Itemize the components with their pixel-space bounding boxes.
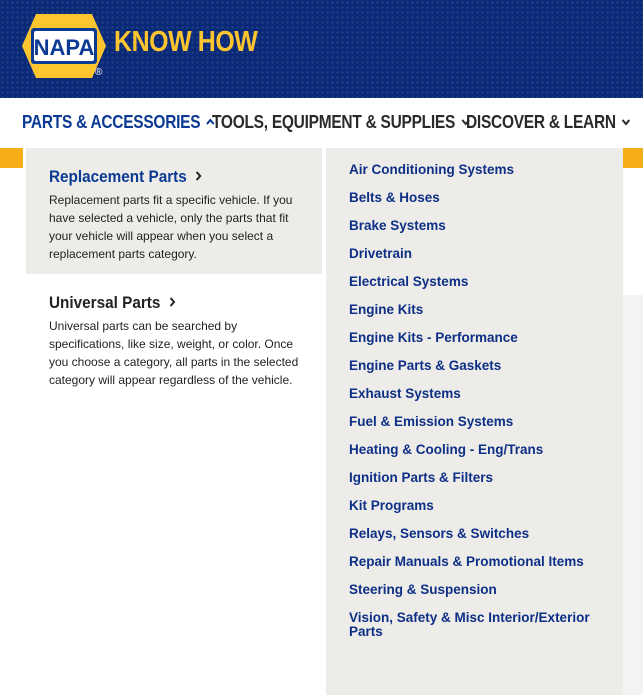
replacement-parts-link[interactable]: [49, 167, 202, 187]
category-label: Engine Parts & Gaskets: [349, 358, 502, 373]
replacement-parts-section[interactable]: [26, 148, 322, 274]
logo-text: NAPA: [33, 35, 95, 60]
nav-tools-equipment-supplies[interactable]: [212, 110, 471, 134]
replacement-parts-description: Replacement parts fit a specific vehicle. If you have selected a vehicle, only the parts that fit your vehicle will appear when you select a replacement parts category.: [49, 193, 293, 261]
category-label: Relays, Sensors & Switches: [349, 526, 530, 541]
category-link[interactable]: [349, 275, 614, 289]
nav-label: TOOLS, EQUIPMENT & SUPPLIES: [212, 111, 456, 132]
parts-dropdown-menu: [23, 148, 623, 695]
category-label: Engine Kits - Performance: [349, 330, 518, 345]
registered-mark: ®: [95, 67, 103, 78]
category-label: Belts & Hoses: [349, 190, 440, 205]
nav-discover-learn[interactable]: [466, 110, 631, 134]
category-link[interactable]: [349, 359, 614, 373]
universal-parts-description: Universal parts can be searched by specifications, like size, weight, or color. Once you choose a category, all parts in the selected category will appear regardless of the vehicle.: [49, 319, 299, 387]
category-link[interactable]: [349, 555, 614, 569]
tagline: KNOW HOW: [114, 26, 258, 58]
category-label: Air Conditioning Systems: [349, 162, 515, 177]
category-link[interactable]: [349, 247, 614, 261]
page-background-right: [623, 168, 643, 295]
category-label: Exhaust Systems: [349, 386, 461, 401]
accent-strip-left: [0, 148, 23, 168]
category-link[interactable]: [349, 163, 614, 177]
nav-label: DISCOVER & LEARN: [466, 111, 616, 132]
category-label: Vision, Safety & Misc Interior/Exterior Parts: [349, 610, 590, 639]
parts-type-column: [23, 148, 323, 695]
category-link[interactable]: [349, 499, 614, 513]
category-list: [349, 163, 614, 653]
category-label: Kit Programs: [349, 498, 434, 513]
category-link[interactable]: [349, 443, 614, 457]
category-link[interactable]: [349, 471, 614, 485]
universal-parts-title: Universal Parts: [49, 293, 161, 312]
universal-parts-link[interactable]: [49, 293, 176, 313]
nav-parts-accessories[interactable]: [22, 110, 216, 134]
category-label: Fuel & Emission Systems: [349, 414, 514, 429]
napa-logo[interactable]: [22, 14, 106, 78]
chevron-right-icon: [195, 169, 202, 186]
main-nav: [0, 98, 643, 148]
category-link[interactable]: [349, 303, 614, 317]
category-link[interactable]: [349, 387, 614, 401]
nav-label: PARTS & ACCESSORIES: [22, 111, 201, 132]
site-header: [0, 0, 643, 98]
page-background-left: [0, 168, 23, 695]
category-link[interactable]: [349, 527, 614, 541]
category-link[interactable]: [349, 219, 614, 233]
chevron-right-icon: [169, 295, 176, 312]
universal-parts-section[interactable]: [26, 274, 322, 404]
category-link[interactable]: [349, 331, 614, 345]
category-label: Steering & Suspension: [349, 582, 497, 597]
category-label: Ignition Parts & Filters: [349, 470, 494, 485]
category-link[interactable]: [349, 583, 614, 597]
replacement-parts-title: Replacement Parts: [49, 167, 187, 186]
category-link[interactable]: [349, 415, 614, 429]
chevron-down-icon: [621, 115, 631, 130]
category-label: Electrical Systems: [349, 274, 469, 289]
accent-strip-right: [623, 148, 643, 168]
category-link[interactable]: [349, 611, 614, 639]
category-label: Heating & Cooling - Eng/Trans: [349, 442, 544, 457]
category-label: Engine Kits: [349, 302, 424, 317]
category-label: Drivetrain: [349, 246, 413, 261]
category-label: Brake Systems: [349, 218, 446, 233]
category-link[interactable]: [349, 191, 614, 205]
category-label: Repair Manuals & Promotional Items: [349, 554, 584, 569]
categories-column: [326, 148, 623, 695]
